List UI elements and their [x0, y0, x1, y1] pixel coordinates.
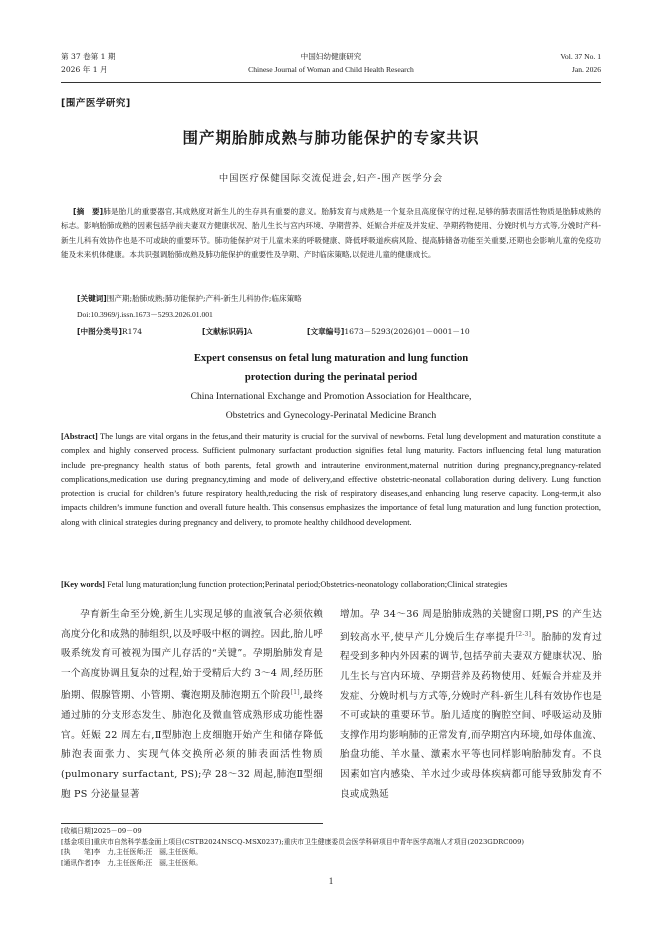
doi: Doi:10.3969/j.issn.1673－5293.2026.01.001 [77, 310, 213, 319]
doc-code-value: A [246, 327, 253, 336]
body-paragraph [340, 605, 602, 804]
keywords-en-label: [Key words] [61, 580, 105, 589]
abstract-en-label: [Abstract] [61, 432, 98, 441]
footnotes [61, 826, 621, 869]
keywords-en [61, 580, 621, 589]
received-date: [收稿日期]2025－09－09 [61, 827, 142, 835]
writers-info: [执 笔]李 力,主任医师;汪 丽,主任医师。 [61, 848, 203, 857]
abstract-cn-label: [摘 要] [73, 207, 104, 216]
body-column-right [340, 605, 602, 804]
body-text: 增加。孕 34～36 周是胎肺成熟的关键窗口期,PS 的产生达到较高水平,使早产儿分娩后生存率提升 [340, 609, 602, 643]
journal-name-en: Chinese Journal of Woman and Child Health Research [248, 65, 414, 74]
keywords-cn-label: [关键词] [77, 294, 107, 303]
author-en [0, 388, 662, 425]
article-title-en [0, 349, 662, 387]
article-number-label: [文章编号] [307, 327, 345, 336]
body-column-left [61, 605, 323, 804]
body-paragraph [61, 605, 323, 804]
title-en-line2: protection during the perinatal period [244, 372, 418, 383]
journal-name-cn: 中国妇幼健康研究 [300, 52, 362, 61]
citation-link[interactable]: [2-3] [515, 630, 532, 638]
doc-code-label: [文献标识码] [202, 327, 247, 336]
abstract-cn [61, 205, 601, 262]
abstract-cn-text: 肺是胎儿的重要器官,其成熟度对新生儿的生存具有重要的意义。胎肺发育与成熟是一个复杂且高度保守的过程,足够的肺表面活性物质是胎肺成熟的标志。影响胎肺成熟的因素包括孕前夫妻双方健康状况、胎儿生长与宫内环境、孕期营养、妊娠合并症及并发症、孕期药物使用、分娩时机与方式等,分娩时产科-新生儿科有效协作也是不可或缺的重要环节。肺功能保护对于儿童未来的呼吸健康、降低呼吸道疾病风险、提高肺储备功能至关重要,还期也会影响儿童的免疫功能及未来机体健康。本共识强调胎肺成熟及肺功能保护的重要性及孕期、产时临床策略,以促进儿童的健康成长。 [61, 207, 601, 259]
abstract-en-text: The lungs are vital organs in the fetus,and their maturity is crucial for the survival of newborns. Fetal lung development and maturation constitute a complex and highly conserved process. Sufficient pulmonary surfactant production signifies fetal lung maturity. Factors influencing fetal lung maturation include pre-pregnancy health status of both parents, fetal growth and intrauterine environment,maternal nutrition during pregnancy,pregnancy-related complications,medication use during pregnancy,timing and mode of delivery,and effective obstetric-neonatal collaboration during delivery. Lung function protection is crucial for children’s future respiratory health,reducing the risk of respiratory diseases,and enhancing lung reserve capacity. Long-term,it also impacts children’s immune function and overall future health. This consensus emphasizes the importance of fetal lung maturation and lung function protection, along with clinical strategies during pregnancy and delivery, to promote healthy childhood development. [61, 432, 601, 527]
citation-link[interactable]: [1] [290, 689, 300, 697]
clc-value: R174 [121, 327, 143, 336]
footnote-rule [61, 823, 323, 824]
date-cn: 2026 年 1 月 [61, 65, 108, 74]
body-text: 孕育新生命至分娩,新生儿实现足够的血液氧合必须依赖高度分化和成熟的肺组织,以及呼吸中枢的调控。因此,胎儿呼吸系统发育可被视为围产儿存活的“关键”。孕期胎肺发育是一个高度协调且复杂的过程,始于受精后大约 3～4 周,经历胚胎期、假腺管期、小管期、囊泡期及肺泡期五个阶段 [61, 609, 323, 702]
author-cn: 中国医疗保健国际交流促进会,妇产-围产医学分会 [218, 173, 444, 184]
volume-cn: 第 37 卷第 1 期 [61, 52, 116, 61]
body-text: 。胎肺的发育过程受到多种内外因素的调节,包括孕前夫妻双方健康状况、胎儿生长与宫内环境、孕期营养及药物使用、妊娠合并症及并发症、分娩时机与方式等,分娩时产科-新生儿科有效协作也是不可或缺的重要环节。胎儿适度的胸腔空间、呼吸运动及肺支撑作用均影响肺的正常发育,而孕期宫内环境,如母体血流、胎盘功能、羊水量、激素水平等也同样影响胎肺发育。不良因素如宫内感染、羊水过少或母体疾病都可能导致肺发育不良或成熟延 [340, 631, 603, 800]
abstract-en [61, 430, 601, 530]
article-title-cn: 围产期胎肺成熟与肺功能保护的专家共识 [182, 129, 480, 147]
section-tag: [围产医学研究] [61, 98, 131, 109]
body-text: ,最终通过肺的分支形态发生、肺泡化及微血管成熟形成功能性器官。妊娠 22 周左右,Ⅱ型肺泡上皮细胞开始产生和储存降低肺泡表面张力、实现气体交换所必须的肺表面活性物质(pulmonary surfactant, PS);孕 28～32 周起,肺泡Ⅱ型细胞 PS 分泌量显著 [61, 690, 323, 800]
author-en-line2: Obstetrics and Gynecology-Perinatal Medicine Branch [225, 409, 437, 421]
keywords-cn [77, 292, 602, 305]
date-en: Jan. 2026 [571, 65, 601, 74]
article-number-value: 1673－5293(2026)01－0001－10 [344, 327, 470, 336]
corresponding-author: [通讯作者]李 力,主任医师;汪 丽,主任医师。 [61, 859, 203, 868]
keywords-cn-text: 围产期;胎肺成熟;肺功能保护;产科-新生儿科协作;临床策略 [106, 294, 302, 303]
fund-info: [基金项目]重庆市自然科学基金面上项目(CSTB2024NSCQ-MSX0237);重庆市卫生健康委员会医学科研项目中青年医学高端人才项目(2023GDRC009) [61, 837, 525, 846]
clc-label: [中图分类号] [77, 327, 122, 336]
volume-en: Vol. 37 No. 1 [560, 52, 601, 61]
author-en-line1: China International Exchange and Promotion Association for Healthcare, [190, 391, 472, 402]
page-number: 1 [328, 876, 334, 886]
header-rule [61, 82, 601, 83]
title-en-line1: Expert consensus on fetal lung maturation and lung function [193, 353, 469, 364]
keywords-en-text: Fetal lung maturation;lung function protection;Perinatal period;Obstetrics-neonatology collaboration;Clinical strategies [104, 580, 508, 589]
